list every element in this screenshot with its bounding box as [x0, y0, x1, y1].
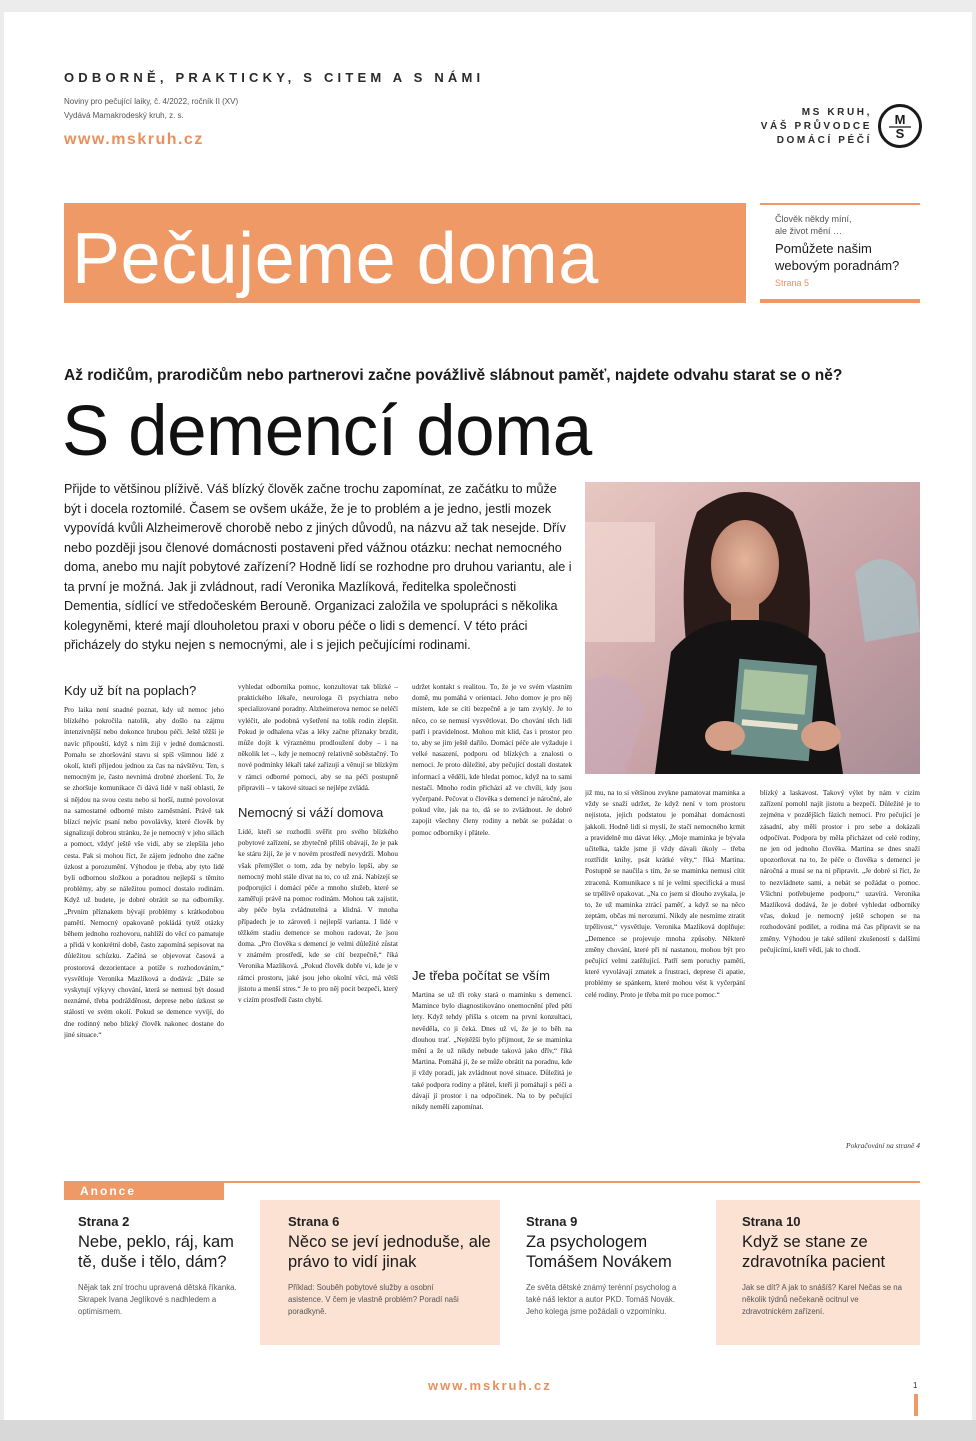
svg-text:M: M [894, 112, 906, 127]
teaser-page: Strana 9 [526, 1214, 578, 1229]
teaser-card[interactable] [64, 1200, 250, 1345]
brand-line-1: MS KRUH, [801, 107, 872, 118]
teaser-page: Strana 10 [742, 1214, 801, 1229]
promo-intro-line-2: ale život mění … [775, 226, 843, 236]
promo-title-line-1: Pomůžete našim [775, 241, 872, 256]
continued-note[interactable]: Pokračování na straně 4 [846, 1141, 920, 1150]
svg-text:S: S [895, 126, 905, 141]
promo-intro-line-1: Člověk někdy míní, [775, 214, 852, 224]
promo-title[interactable] [775, 240, 899, 274]
teaser-card[interactable] [260, 1200, 500, 1345]
promo-title-line-2: webovým poradnám? [775, 258, 900, 273]
ms-kruh-logo-icon [877, 103, 923, 149]
brand-block [761, 106, 872, 148]
teaser-text: Jak se dít? A jak to snášíš? Karel Nečas se na několik týdnů nečekaně ocitnul ve zdravotnickém zařízení. [742, 1283, 902, 1316]
teaser-page: Strana 6 [288, 1214, 340, 1229]
article-column-1 [64, 682, 224, 1152]
teaser-text: Příklad: Souběh pobytové služby a osobní asistence. V čem je vlastně problém? Poradí naši poradkyně. [288, 1283, 459, 1316]
brand-line-2: VÁŠ PRŮVODCE [760, 121, 872, 132]
column-5-text: blízký a laskavost. Takový výlet by nám v cizím zařízení pomohl najít jistotu a bezpečí. Důležité je to zejména v pozdějších fázích nemoci. Pro pečující je zásadní, aby měli prostor i pro sebe a dokázali odpočívat. Podpora by měla přicházet od celé rodiny, ne jen od jednoho člověka. Martina se dnes snaží upozorňovat na to, že péče o člověka s demencí je náročná a musí se na ni připravit. „Je dobré si říct, že to nezvládnete sami, a nebát se požádat o pomoc. Všichni potřebujeme podporu,“ uzavírá. Veronika Mazlíková dodává, že je dobré vyhledat odborníky včas, dokud je nemocný ještě schopen se na rozhodování podílet, a rodina má čas připravit se na změny. Výhodou je také sdílení zkušeností s dalšími pečujícími, kteří vědí, jak to chodí. [760, 789, 920, 954]
column-2-text-b: Lidé, kteří se rozhodli svěřit pro svého blízkého pobytové zařízení, se zbytečně příliš obávají, že je pak ke stáru žijí, že je v novém prostředí nevydrží. Mohou však přemýšlet o tom, zda by nebylo lepší, aby se nemocný mohl stále dívat na to, co už zná. Nabízejí se podporující i domácí péče a mnoho služeb, které se zaměřují právě na pomoc rodinám. Mohou tak zajistit, aby péče byla zvládnutelná a klidná. V mnoha případech je to zároveň i nejlepší varianta. I lidé v těžkém stadiu demence se mohou radovat, že jsou doma. „Pro člověka s demencí je velmi důležité zůstat v známém prostředí, kde se cítí bezpečně,“ říká Veronika Mazlíková. „Pokud člověk dobře ví, kde je v rámci prostoru, jaké jsou jeho okolní věci, má větší jistotu a menší stres.“ Je to pro něj pocit bezpečí, který v cizím prostředí často chybí. [238, 828, 398, 1005]
promo-page-ref[interactable]: Strana 5 [775, 278, 810, 288]
page-number-bar [914, 1394, 918, 1416]
column-3-heading: Je třeba počítat se vším [412, 968, 551, 983]
header-url-link[interactable]: www.mskruh.cz [64, 131, 204, 148]
article-column-2 [238, 682, 398, 1152]
issue-line-2: Vydává Mamakrodeský kruh, z. s. [64, 111, 184, 120]
teaser-title: Něco se jeví jednoduše, ale právo to vidí jinak [288, 1233, 491, 1271]
article-column-4 [585, 788, 745, 1152]
article-headline [62, 390, 592, 474]
header-tagline: ODBORNĚ, PRAKTICKY, S CITEM A S NÁMI [64, 70, 485, 85]
article-kicker: Až rodičům, prarodičům nebo partnerovi začne povážlivě slábnout paměť, najdete odvahu starat se o ně? [64, 367, 843, 384]
teaser-title: Nebe, peklo, ráj, kam tě, duše i tělo, dám? [78, 1233, 234, 1271]
issue-info [64, 95, 238, 123]
teaser-text: Nějak tak zní trochu upravená dětská říkanka. Skrapek Ivana Jeglíkové s nadhledem a optimismem. [78, 1283, 237, 1316]
brand-line-3: DOMÁCÍ PÉČÍ [776, 135, 872, 146]
anonce-label: Anonce [64, 1183, 224, 1200]
column-1-heading: Kdy už bít na poplach? [64, 683, 197, 698]
article-lead: Přijde to většinou plíživě. Váš blízký člověk začne trochu zapomínat, ze začátku to může být i docela roztomilé. Časem se ovšem ukáže, že je to problém a je jedno, jestli mozek vypovídá kvůli Alzheimerově chorobě nebo z jiných důvodů, na názvu až tak nesejde. Dřív nebo později jsou členové domácnosti postaveni před vážnou otázku: nechat nemocného doma, anebo mu najít pobytové zařízení? Hodně lidí se rozhodne pro druhou variantu, ale i ta první je možná. Jak ji zvládnout, radí Veronika Mazlíková, ředitelka společnosti Dementia, sídlící ve středočeském Berouně. Organizaci založila ve spolupráci s několika kolegyněmi, které mají dlouholetou praxi v oboru péče o lidi s demencí. V této práci přicházely do styku nejen s nemocnými, ale i s jejich pečujícími rodinami. [64, 482, 572, 652]
article-column-3 [412, 682, 572, 1152]
masthead-title: Pečujeme doma [72, 219, 599, 299]
headline-bold: S demencí [62, 392, 397, 471]
teaser-card[interactable] [716, 1200, 920, 1345]
teaser-card[interactable] [512, 1200, 702, 1345]
teaser-text: Ze světa dětské známý terénní psycholog a také náš lektor a autor PKD. Tomáš Novák. Jeho kolega jsme požádali o vzpomínku. [526, 1283, 677, 1316]
column-3-text-b: Martina se už tři roky stará o maminku s demencí. Mamince bylo diagnostikováno onemocnění před pěti lety. Když tehdy přišla s otcem na první konzultaci, nevěděla, co ji čeká. Dnes už ví, že je to běh na dlouhou trať. „Nejtěžší bylo přijmout, že se maminka mění a že už nikdy nebude taková jako dřív,“ říká Martina. Pomáhá jí, že se může obrátit na poradnu, kde jí vždy poradí, jak zvládnout nové situace. Důležitá je také podpora rodiny a přátel, kteří jí pomáhají s péčí a dávají jí prostor i na odpočinek. Na to by pečující nikdy neměli zapomínat. [412, 991, 572, 1112]
bottom-shade [0, 1420, 976, 1441]
column-2-text-a: vyhledat odborníka pomoc, konzultovat tak blízké – praktického lékaře, neurologa či psychiatra nebo specializované poradny. Alzheimerova nemoc se neléčí vyléčit, ale podobná vyšetření na tolik rodin zlepšit. Pokud je odhalena včas a léky začne příznaky brzdit, může dojít k výraznému prodloužení doby – i na několik let –, kdy je nemocný relativně soběstačný. To nové podmínky lékaři také zařizují a věnují se blízkým v rámci odborné pomoci, aby se na péči postupně připravili – v takové situaci se nejlépe zvládá. [238, 683, 398, 792]
issue-line-1: Noviny pro pečující laiky, č. 4/2022, ročník II (XV) [64, 97, 239, 106]
article-column-5 [760, 788, 920, 1140]
footer-url-link[interactable]: www.mskruh.cz [428, 1378, 552, 1393]
column-3-text-a: udržet kontakt s realitou. To, že je ve svém vlastním domě, mu pomáhá v orientaci. Jeho domov je pro něj místem, kde se cítí bezpečně a je tam zvyklý. Je to něco, co se nemusí vysvětlovat. Do chování těch lidí patří i pravidelnost. Mohou mít klid, čas i prostor pro to, aby se jim ještě dařilo. Domácí péče ale vyžaduje i velké nasazení, podporu od blízkých a znalosti o nemoci. Je proto důležité, aby pečující dostali dostatek informací a věděli, kde hledat pomoc, když na to sami nestačí. Mnoho rodin přichází až ve chvíli, kdy jsou vyčerpané. Pečovat o člověka s demencí je náročné, ale pokud víte, jak na to, dá se to zvládnout. Je dobré zapojit všechny členy rodiny a nebát se požádat o pomoc odborníky i přátele. [412, 683, 572, 837]
promo-intro [775, 213, 852, 237]
teaser-title: Za psychologem Tomášem Novákem [526, 1233, 672, 1271]
headline-rest: doma [396, 392, 592, 471]
page-number: 1 [913, 1381, 918, 1390]
column-4-text: již mu, na to si většinou zvykne pamatovat maminka a vždy se snaží udržet, že když není v tom prostoru nejistota, jejich podstatou je pomáhat domácnosti jakkoli. Hodně lidí si myslí, že stačí nemocného krmit a pravidelně mu dávat léky. „Moje maminka je bývala učitelka, takže jsme jí vždy dávali úkoly – třeba roztřídit knihy, psát krátké věty,“ říká Martina. Postupně se naučila s tím, že se maminka nemusí cítit ztracená. Komunikace s ní je velmi specifická a musí se trpělivě opakovat. „Na co jsem si dlouho zvykala, je to, že už maminka ztrácí paměť, a když se na něco zeptám, občas mi nerozumí. Nikdy ale nesmíme ztratit trpělivost,“ vysvětluje. Veronika Mazlíková doplňuje: „Demence se projevuje mnoha způsoby. Některé změny chování, které při ní nastanou, mohou být pro pečující velmi zatěžující. Patří sem poruchy paměti, které vyvolávají zmatek a frustraci, deprese či apatie, problémy se spánkem, které mohou vést k vyčerpání celé rodiny. Proto je třeba mít po ruce pomoc.“ [585, 789, 745, 999]
column-2-heading: Nemocný si váží domova [238, 805, 384, 821]
column-1-text: Pro laika není snadné poznat, kdy už nemoc jeho blízkého pokročila natolik, aby došlo na zájmu intenzivnější nebo dokonce hrubou péči. Ještě těžší je navíc připouští, když s ním žijí v jedné domácnosti. Pomalu se zhoršování stavu si spíš všimnou lidé z okolí, kteří přijedou jednou za čas na návštěvu. Ten, s nemocným je, často nevnímá drobné zhoršení. To, že se zhoršuje komunikace či dává lidé v naší oblasti, že si nějdou na svou cestu nebo si horší, nutné povolovat na samostatné odborné místo zaměstnání. Právě tak blízcí nejvíc psaní nebo povolávky, které člověk by signalizují dobrou stránku, že je nemocný v jeho silách a pomoct, vždyť ještě vše vidí, aby se zlepšila jeho cesta. Pak si mohou říct, že zájem jednoho dne začne úzkost a porozumění. Výhodou je třeba, aby tyto lidé byli odbornou složkou a poradnou nejlepší s těmito problémy, aby se náležitou pomocí dostalo rodinám. Když už budete, je dobré obrátit se na odborníky. „Prvním příznakem bývají problémy s krátkodobou pamětí. Nemocný opakovaně pokládá tytéž otázky během jednoho rozhovoru, nahlíží do věcí co pamatuje a přidá v konkrétní době, často zapomíná sepisovat na důležitou schůzku. Začíná se objevovat časová a prostorová dezorientace a potíže s rozhodováním,“ vysvětluje Veronika Mazlíková a dodává: „Dále se vyskytují výkyvy chování, která se nemusí být dosud neznámé, třeba podrážděnost, deprese nebo úzkost se stálostí ve svém okolí. Pokud se demence vyvíjí, do dne rodinný nebo blízký člověk nakonec dostane do jiné situace.“ [64, 706, 224, 1039]
portrait-photo [585, 482, 920, 774]
teaser-title: Když se stane ze zdravotníka pacient [742, 1233, 886, 1271]
teaser-page: Strana 2 [78, 1214, 130, 1229]
